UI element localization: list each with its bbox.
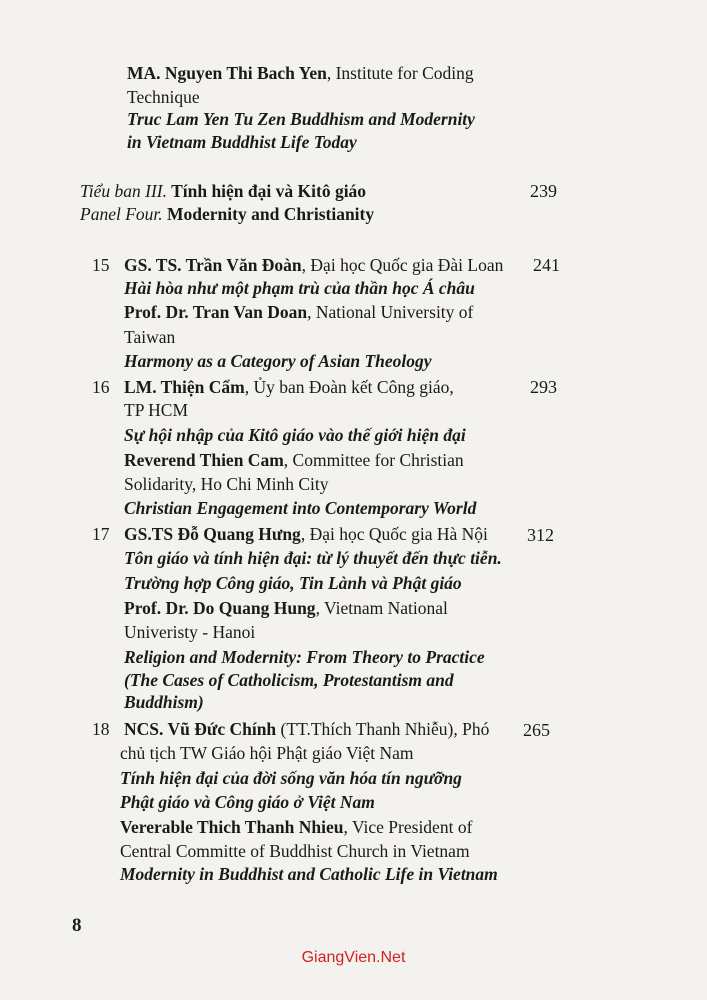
entry-page-number: 312	[527, 525, 554, 545]
entry-affiliation-cont: Solidarity, Ho Chi Minh City	[124, 474, 329, 494]
entry-number: 18	[92, 719, 110, 739]
entry-title-vi: Tính hiện đại của đời sống văn hóa tín ngưỡng	[120, 768, 462, 788]
entry-title-vi-cont: Phật giáo và Công giáo ở Việt Nam	[120, 792, 375, 812]
entry-title-en: Christian Engagement into Contemporary World	[124, 498, 477, 518]
author-name: LM. Thiện Cẩm	[124, 377, 245, 397]
panel-prefix-en: Panel Four.	[80, 204, 163, 224]
top-entry-author	[127, 62, 474, 84]
entry-title-vi-cont: Trường hợp Công giáo, Tin Lành và Phật giáo	[124, 573, 462, 593]
panel-prefix-vi: Tiểu ban III.	[80, 181, 168, 201]
author-affiliation-en: , Vietnam National	[315, 598, 448, 618]
panel-title-vi	[80, 180, 366, 202]
author-affiliation: , Đại học Quốc gia Đài Loan	[301, 255, 504, 275]
entry-page-number: 293	[530, 377, 557, 397]
panel-title-en	[80, 203, 374, 225]
author-name: MA. Nguyen Thi Bach Yen	[127, 63, 327, 83]
panel-name-vi: Tính hiện đại và Kitô giáo	[167, 181, 367, 201]
entry-title-vi: Hài hòa như một phạm trù của thần học Á châu	[124, 278, 475, 298]
entry-title-en: Harmony as a Category of Asian Theology	[124, 351, 432, 371]
entry-affiliation-cont: chủ tịch TW Giáo hội Phật giáo Việt Nam	[120, 743, 414, 763]
entry-title-en: Modernity in Buddhist and Catholic Life in Vietnam	[120, 864, 498, 884]
author-name: GS.TS Đỗ Quang Hưng	[124, 524, 301, 544]
entry-title-en: Religion and Modernity: From Theory to Practice	[124, 647, 485, 667]
author-name-en: Prof. Dr. Tran Van Doan	[124, 302, 308, 322]
entry-author	[124, 718, 489, 740]
entry-affiliation-cont: Central Committe of Buddhist Church in Vietnam	[120, 841, 470, 861]
author-affiliation: , Institute for Coding	[326, 63, 474, 83]
author-affiliation-en: , Committee for Christian	[283, 450, 464, 470]
author-name: NCS. Vũ Đức Chính	[124, 719, 277, 739]
page-folio: 8	[72, 915, 82, 936]
entry-affiliation-cont: TP HCM	[124, 400, 189, 420]
watermark: GiangVien.Net	[301, 949, 406, 966]
top-entry-title-cont: in Vietnam Buddhist Life Today	[127, 132, 357, 152]
entry-page-number: 265	[523, 720, 550, 740]
author-name: GS. TS. Trần Văn Đoàn	[124, 255, 302, 275]
entry-author-en	[124, 301, 473, 323]
entry-author	[124, 254, 503, 276]
author-affiliation-en: , National University of	[307, 302, 474, 322]
top-entry-title: Truc Lam Yen Tu Zen Buddhism and Modernity	[127, 109, 475, 129]
author-affiliation-en: , Vice President of	[343, 817, 473, 837]
entry-page-number: 241	[533, 255, 560, 275]
author-name-en: Prof. Dr. Do Quang Hung	[124, 598, 316, 618]
entry-affiliation-cont: Univeristy - Hanoi	[124, 622, 256, 642]
entry-title-vi: Sự hội nhập của Kitô giáo vào thế giới hiện đại	[124, 425, 466, 445]
entry-number: 17	[92, 524, 110, 544]
top-entry-affiliation-cont: Technique	[127, 87, 200, 107]
entry-author-en	[124, 449, 464, 471]
panel-page-number: 239	[530, 181, 557, 201]
entry-author-en	[124, 597, 448, 619]
author-name-en: Reverend Thien Cam	[124, 450, 284, 470]
author-affiliation: , Đại học Quốc gia Hà Nội	[300, 524, 488, 544]
entry-author	[124, 523, 488, 545]
panel-name-en: Modernity and Christianity	[162, 204, 375, 224]
entry-title-en-cont: (The Cases of Catholicism, Protestantism and	[124, 670, 454, 690]
author-name-en: Vererable Thich Thanh Nhieu	[120, 817, 344, 837]
entry-affiliation-cont: Taiwan	[124, 327, 176, 347]
entry-title-vi: Tôn giáo và tính hiện đại: từ lý thuyết đến thực tiễn.	[124, 548, 502, 568]
entry-author-en	[120, 816, 472, 838]
entry-number: 16	[92, 377, 110, 397]
author-affiliation: (TT.Thích Thanh Nhiễu), Phó	[276, 719, 490, 739]
entry-title-en-cont: Buddhism)	[124, 692, 204, 712]
author-affiliation: , Ủy ban Đoàn kết Công giáo,	[244, 377, 454, 397]
entry-number: 15	[92, 255, 110, 275]
entry-author	[124, 376, 454, 398]
